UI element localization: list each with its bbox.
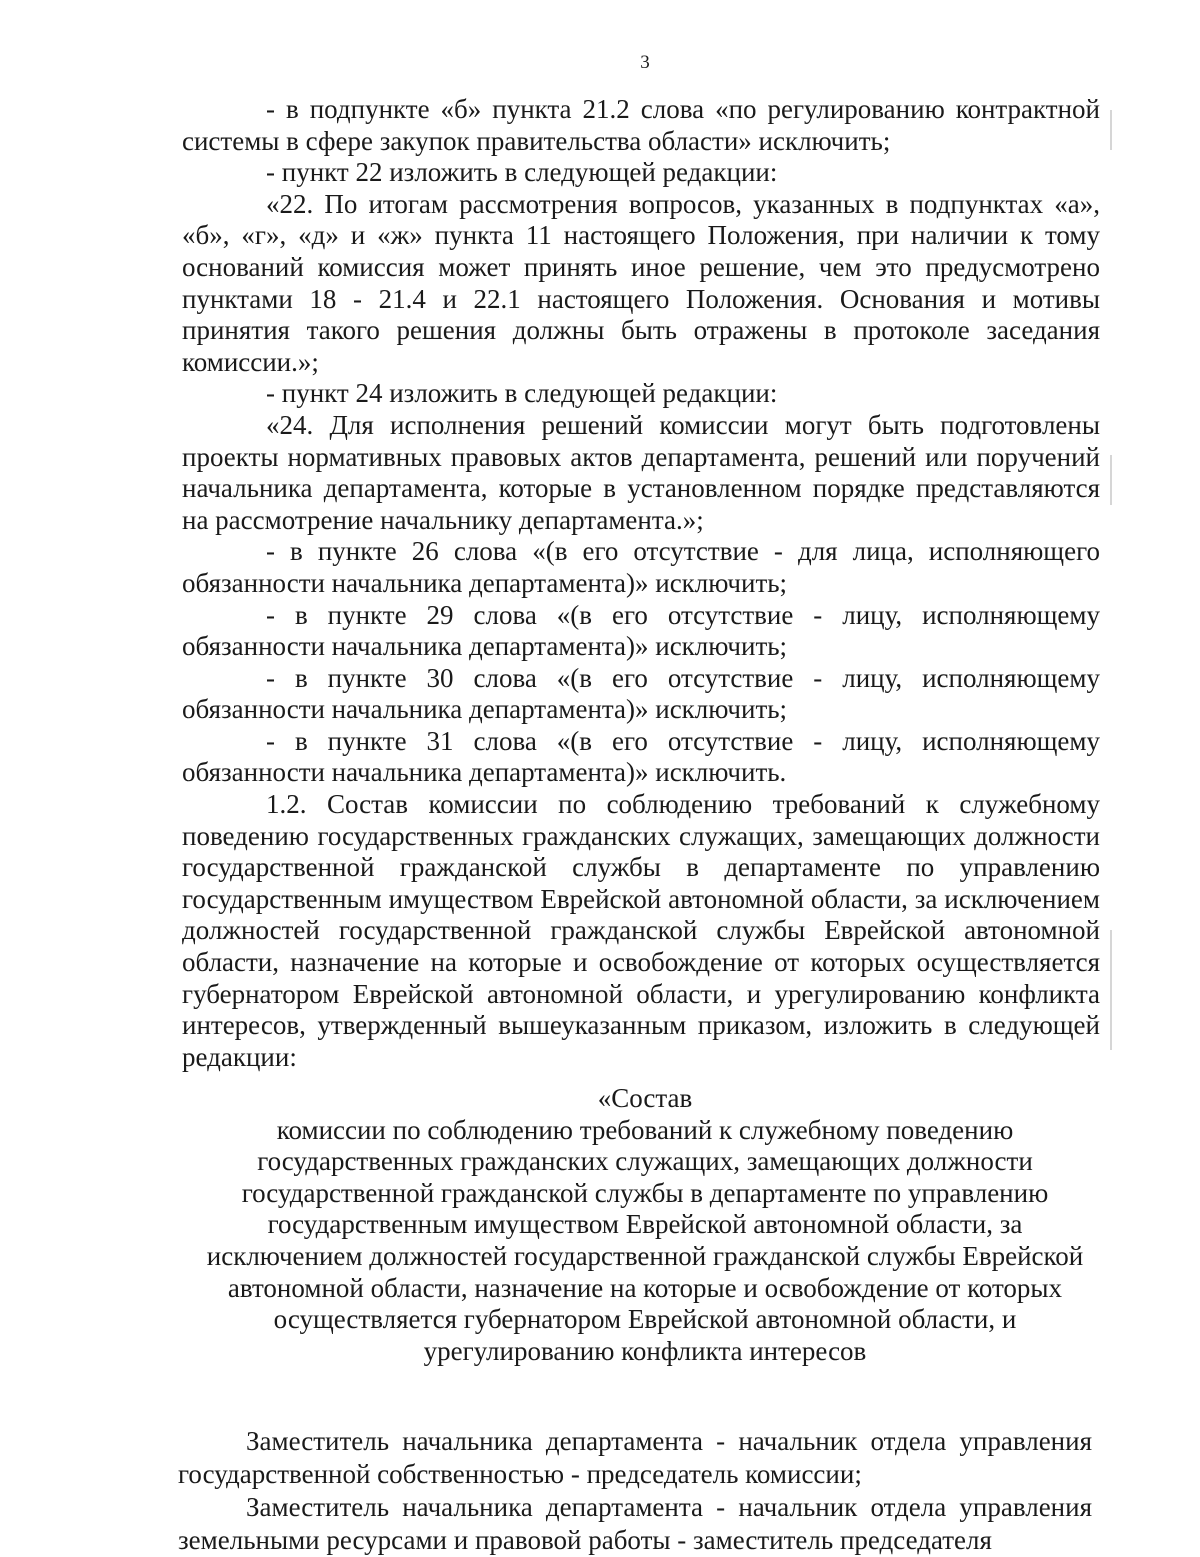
paragraph-31: - в пункте 31 слова «(в его отсутствие - лицу, исполняющему обязанности начальника департамента)» исключить.	[182, 725, 1100, 788]
member-chairman: Заместитель начальника департамента - начальник отдела управления государственной собственностью - председатель комиссии;	[178, 1426, 1092, 1489]
paragraph-22-intro: - пункт 22 изложить в следующей редакции:	[266, 157, 778, 188]
page-number: 3	[640, 52, 650, 73]
scan-edge-mark	[1110, 110, 1112, 150]
commission-members	[178, 1425, 1092, 1557]
title-line: «Состав	[597, 1083, 693, 1113]
paragraph-22-text: «22. По итогам рассмотрения вопросов, указанных в подпунктах «а», «б», «г», «д» и «ж» пункта 11 настоящего Положения, при наличии к тому оснований комиссия может принять иное решение, чем это предусмотрено пунктами 18 - 21.4 и 22.1 настоящего Положения. Основания и мотивы принятия такого решения должны быть отражены в протоколе заседания комиссии.»;	[182, 188, 1100, 377]
composition-title	[150, 1083, 1140, 1367]
title-line: комиссии по соблюдению требований к служебному поведению	[276, 1114, 1014, 1145]
title-line: автономной области, назначение на которые и освобождение от которых	[227, 1272, 1063, 1303]
title-line: государственным имуществом Еврейской автономной области, за	[267, 1209, 1023, 1240]
scan-edge-mark	[1110, 930, 1112, 1050]
member-deputy-chairman: Заместитель начальника департамента - начальник отдела управления земельными ресурсами и правовой работы - заместитель председателя	[178, 1492, 1092, 1555]
amendments-text	[182, 94, 1100, 1073]
title-line: государственных гражданских служащих, замещающих должности	[257, 1146, 1033, 1177]
paragraph-26: - в пункте 26 слова «(в его отсутствие - для лица, исполняющего обязанности начальника департамента)» исключить;	[182, 536, 1100, 598]
paragraph-24-text: «24. Для исполнения решений комиссии могут быть подготовлены проекты нормативных правовых актов департамента, решений или поручений начальника департамента, которые в установленном порядке представляются на рассмотрение начальнику департамента.»;	[182, 409, 1100, 535]
scan-edge-mark	[1110, 455, 1112, 505]
title-line: исключением должностей государственной гражданской службы Еврейской	[206, 1240, 1084, 1271]
title-line: урегулированию конфликта интересов	[423, 1335, 867, 1366]
paragraph-24-intro: - пункт 24 изложить в следующей редакции:	[266, 378, 778, 409]
paragraph-29: - в пункте 29 слова «(в его отсутствие - лицу, исполняющему обязанности начальника департамента)» исключить;	[182, 599, 1100, 662]
paragraph-21-2: - в подпункте «б» пункта 21.2 слова «по регулированию контрактной системы в сфере закупок правительства области» исключить;	[182, 94, 1100, 156]
paragraph-30: - в пункте 30 слова «(в его отсутствие - лицу, исполняющему обязанности начальника департамента)» исключить;	[182, 662, 1100, 725]
paragraph-1-2: 1.2. Состав комиссии по соблюдению требований к служебному поведению государственных гражданских служащих, замещающих должности государственной гражданской службы в департаменте по управлению государственным имуществом Еврейской автономной области, за исключением должностей государственной гражданской службы Еврейской автономной области, назначение на которые и освобождение от которых осуществляется губернатором Еврейской автономной области, и урегулированию конфликта интересов, утвержденный вышеуказанным приказом, изложить в следующей редакции:	[182, 789, 1100, 1072]
title-line: государственной гражданской службы в департаменте по управлению	[241, 1177, 1049, 1208]
title-line: осуществляется губернатором Еврейской автономной области, и	[273, 1304, 1017, 1335]
